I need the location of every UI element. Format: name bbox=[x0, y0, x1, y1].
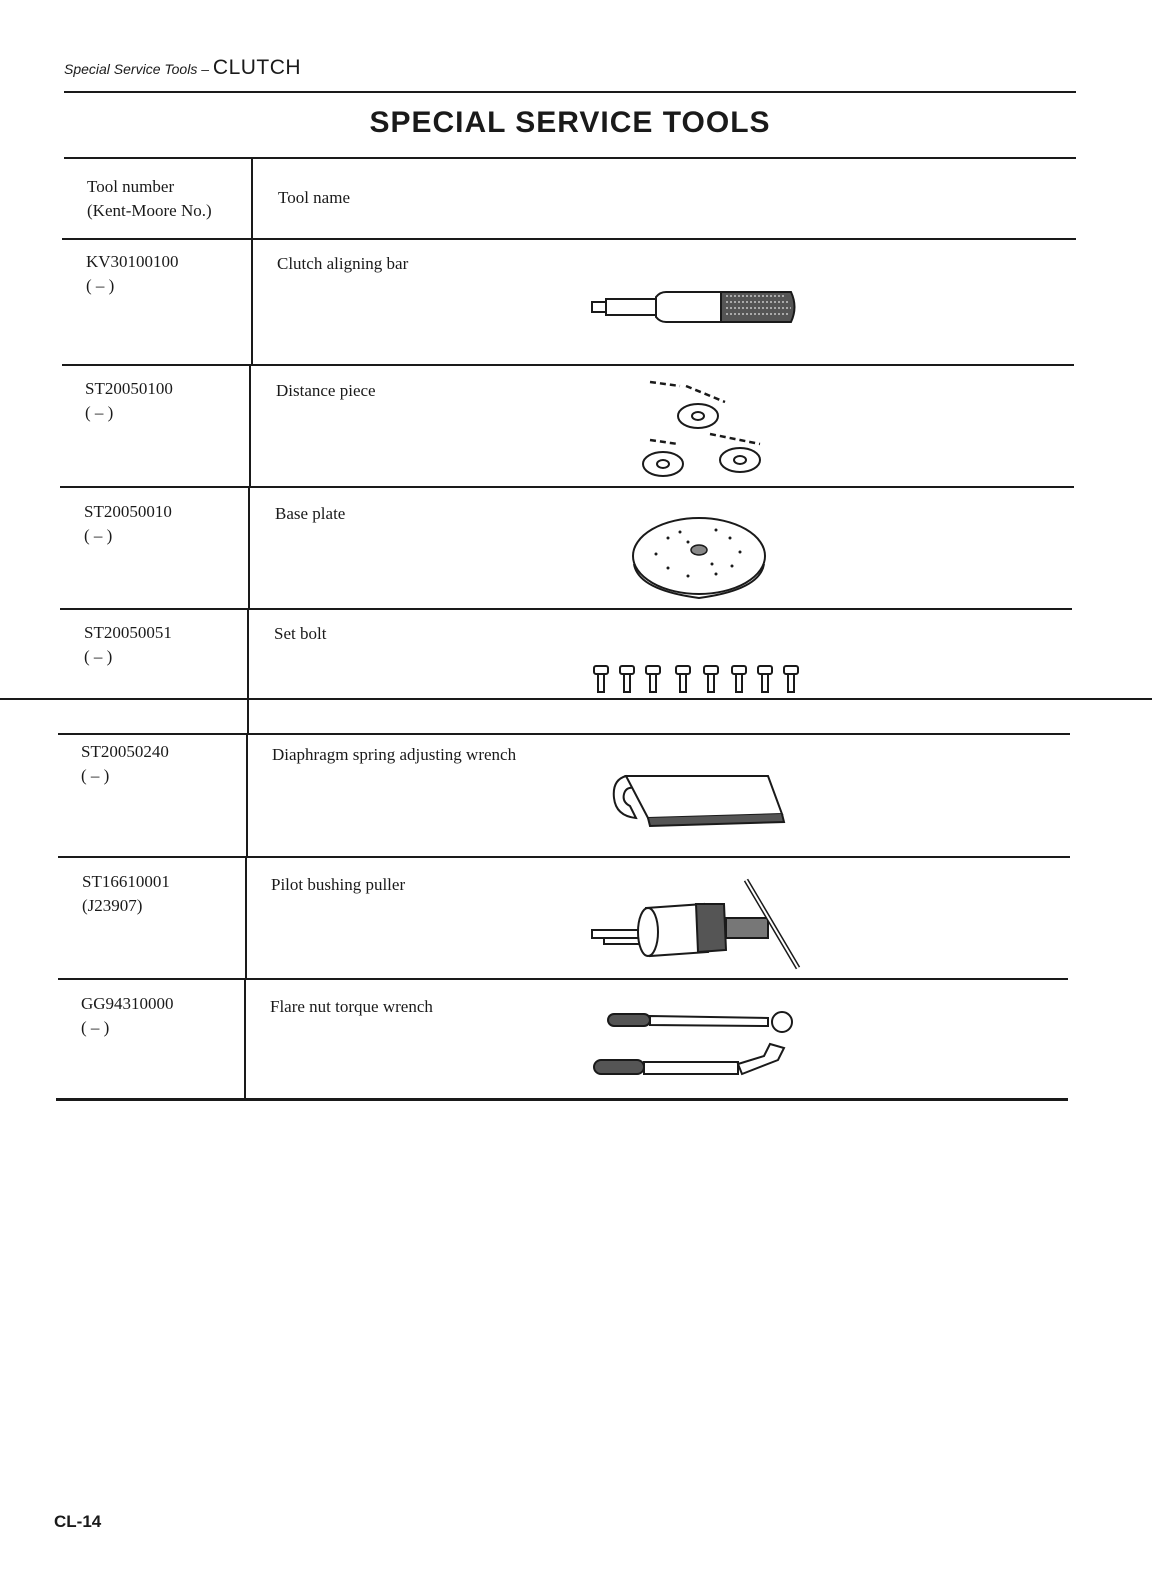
column-divider bbox=[251, 158, 253, 364]
kent-moore-number: ( – ) bbox=[81, 766, 110, 785]
tool-number-cell bbox=[85, 377, 173, 425]
tool-number: ST20050100 bbox=[85, 379, 173, 398]
page-number: CL-14 bbox=[54, 1512, 102, 1531]
tool-name: Pilot bushing puller bbox=[271, 875, 406, 894]
header-rule bbox=[64, 91, 1076, 93]
running-header bbox=[64, 56, 301, 80]
tool-name: Clutch aligning bar bbox=[277, 254, 409, 273]
column-divider bbox=[246, 734, 248, 857]
row-divider bbox=[60, 608, 1072, 610]
header-chapter: CLUTCH bbox=[212, 56, 302, 79]
tool-number: KV30100100 bbox=[86, 252, 179, 271]
tool-number: ST16610001 bbox=[82, 872, 170, 891]
distance-piece-icon bbox=[630, 372, 780, 484]
set-bolt-icon bbox=[586, 664, 806, 698]
tool-number: ST20050010 bbox=[84, 502, 172, 521]
tool-number: GG94310000 bbox=[81, 994, 174, 1013]
header-section-label: Special Service Tools – bbox=[64, 61, 213, 77]
column-header-line: (Kent-Moore No.) bbox=[87, 201, 212, 220]
kent-moore-number: ( – ) bbox=[84, 647, 113, 666]
row-divider bbox=[58, 733, 1070, 735]
tool-number-cell bbox=[82, 870, 170, 918]
row-divider bbox=[58, 978, 1068, 980]
kent-moore-number: ( – ) bbox=[86, 276, 115, 295]
kent-moore-number: ( – ) bbox=[85, 403, 114, 422]
column-divider bbox=[249, 365, 251, 487]
tool-number-cell bbox=[84, 500, 172, 548]
table-top-rule bbox=[64, 157, 1076, 159]
row-divider bbox=[58, 856, 1070, 858]
tool-number-cell bbox=[81, 992, 174, 1040]
tool-name: Diaphragm spring adjusting wrench bbox=[272, 745, 517, 764]
pilot-bushing-puller-icon bbox=[586, 876, 808, 974]
tool-number: ST20050051 bbox=[84, 623, 172, 642]
kent-moore-number: (J23907) bbox=[82, 896, 143, 915]
tool-name: Set bolt bbox=[274, 624, 327, 643]
tool-number-cell bbox=[86, 250, 179, 298]
flare-nut-torque-wrench-icon bbox=[588, 1008, 804, 1084]
tool-number-cell bbox=[84, 621, 172, 669]
spring-adjusting-wrench-icon bbox=[608, 770, 790, 832]
column-divider bbox=[244, 979, 246, 1099]
tool-name: Distance piece bbox=[276, 381, 376, 400]
column-divider bbox=[245, 857, 247, 979]
column-divider bbox=[247, 609, 249, 734]
column-header-tool-number bbox=[87, 175, 212, 223]
table-bottom-rule bbox=[56, 1098, 1068, 1101]
table-header-rule bbox=[62, 238, 1076, 240]
page-title: SPECIAL SERVICE TOOLS bbox=[369, 106, 771, 139]
clutch-aligning-bar-icon bbox=[586, 288, 806, 328]
row-divider bbox=[62, 364, 1074, 366]
column-header-tool-name: Tool name bbox=[278, 188, 350, 207]
base-plate-icon bbox=[628, 506, 770, 604]
row-divider bbox=[60, 486, 1074, 488]
column-header-line: Tool number bbox=[87, 177, 175, 196]
kent-moore-number: ( – ) bbox=[81, 1018, 110, 1037]
row-divider bbox=[0, 698, 1152, 700]
tool-name: Flare nut torque wrench bbox=[270, 997, 433, 1016]
tool-number: ST20050240 bbox=[81, 742, 169, 761]
column-divider bbox=[248, 487, 250, 609]
tool-number-cell bbox=[81, 740, 169, 788]
kent-moore-number: ( – ) bbox=[84, 526, 113, 545]
tool-name: Base plate bbox=[275, 504, 346, 523]
